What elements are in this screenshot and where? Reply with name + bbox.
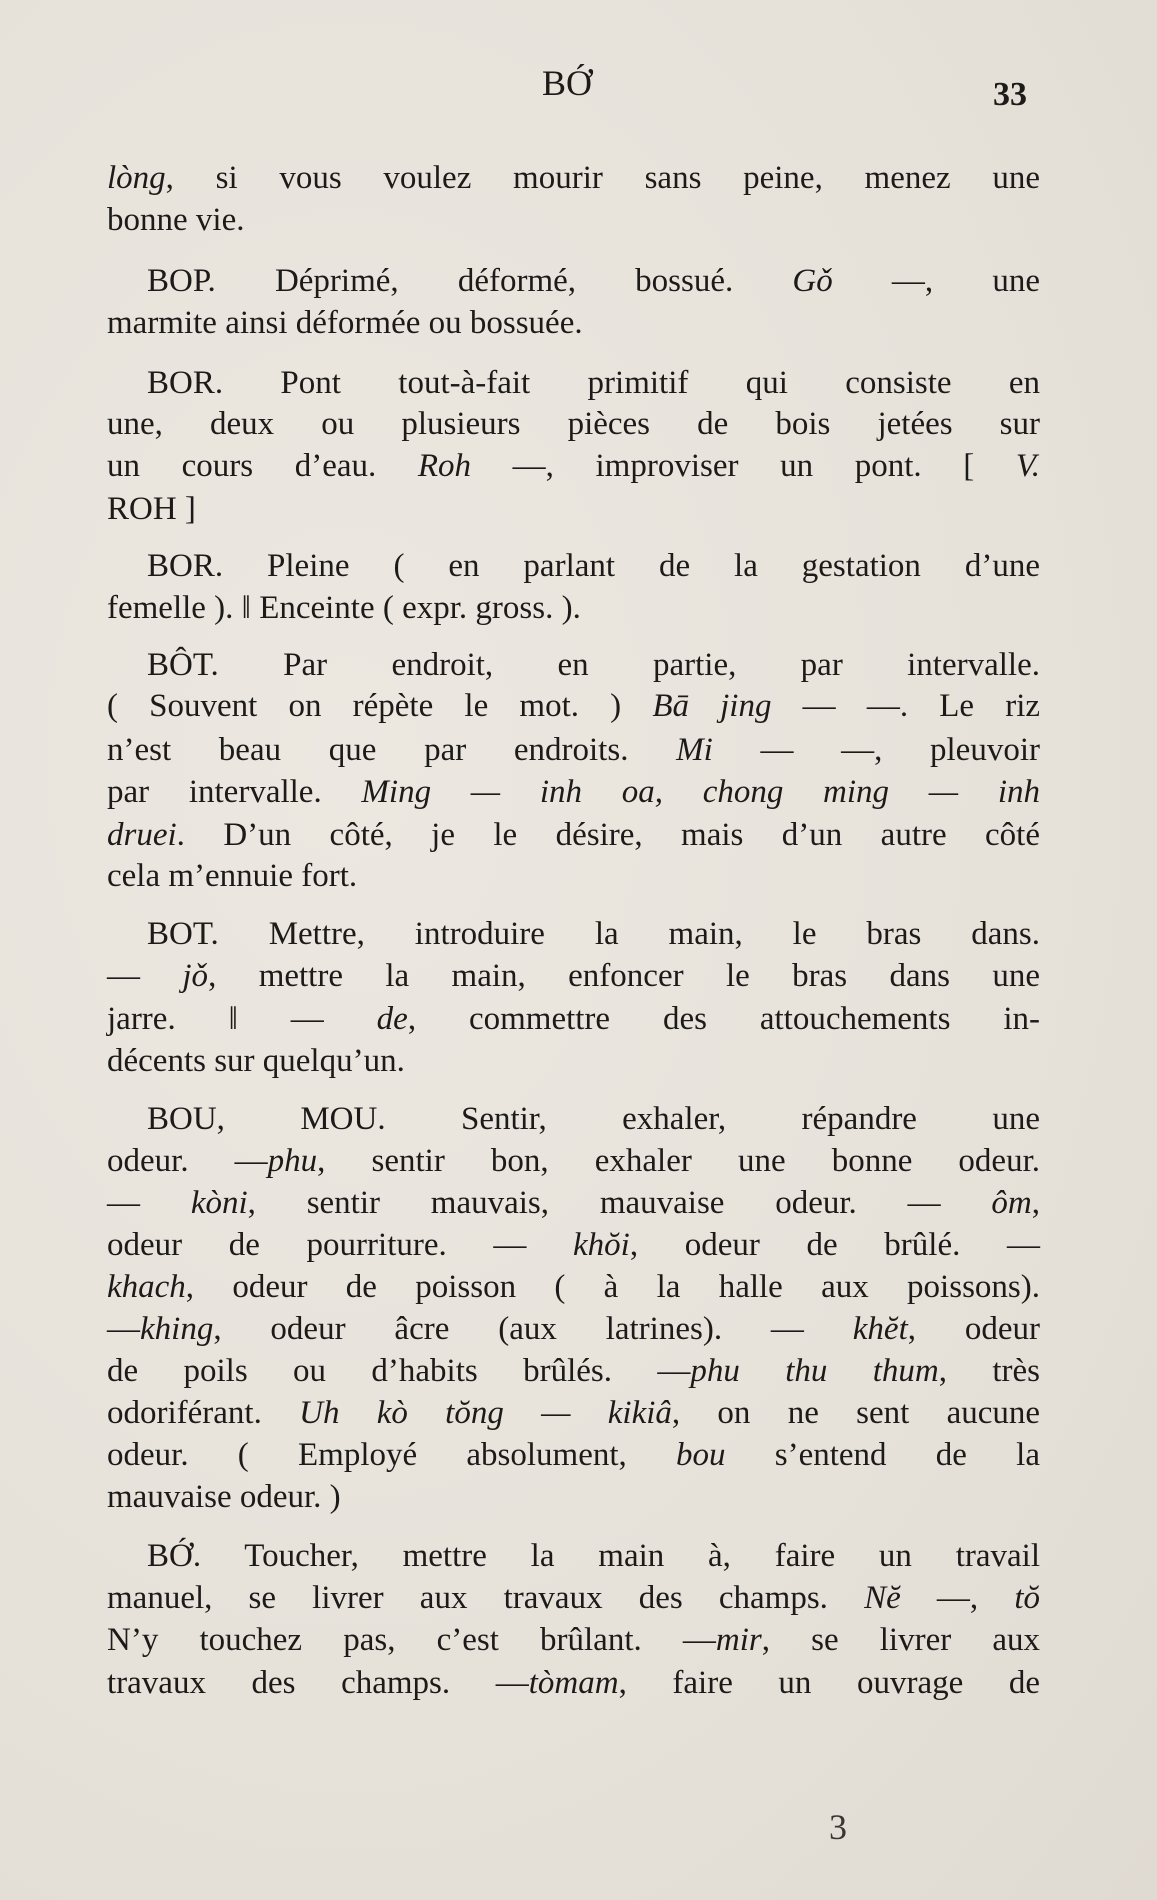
text-segment: , commettre des attouchements in- (407, 1001, 1040, 1037)
text-segment: , se livrer aux (761, 1622, 1040, 1658)
text-segment: —, une (832, 263, 1040, 299)
text-segment: , si vous voulez mourir sans peine, menez une (165, 160, 1040, 196)
text-segment: — (107, 1311, 140, 1347)
text-segment: BOT. Mettre, introduire la main, le bras dans. (147, 916, 1040, 952)
italic-term: druei (107, 817, 177, 853)
text-segment: , odeur de brûlé. — (629, 1227, 1040, 1263)
text-segment: , odeur (907, 1311, 1040, 1347)
italic-term: V. (1015, 448, 1040, 484)
text-segment: s’entend de la (725, 1437, 1040, 1473)
italic-term: bou (676, 1437, 726, 1473)
text-line (107, 729, 1040, 771)
text-segment: , odeur âcre (aux latrines). — (213, 1311, 853, 1347)
italic-term: phu (267, 1143, 318, 1179)
text-segment: — (107, 958, 183, 994)
text-segment: , faire un ouvrage de (618, 1665, 1041, 1701)
text-segment: femelle ). ‖ Enceinte ( expr. gross. ). (107, 590, 581, 626)
italic-term: de (376, 1001, 408, 1037)
text-segment: de poils ou d’habits brûlés. — (107, 1353, 691, 1389)
text-line (107, 1224, 1040, 1266)
entry-headword-line (147, 644, 1040, 686)
text-segment: ( Souvent on répète le mot. ) (107, 688, 653, 724)
text-segment: ROH ] (107, 491, 196, 527)
text-line (107, 403, 1040, 445)
italic-term: tŏ (1014, 1580, 1041, 1616)
italic-term: tòmam (528, 1665, 619, 1701)
text-segment: un cours d’eau. (107, 448, 418, 484)
italic-term: Nĕ (864, 1580, 901, 1616)
text-line (107, 1350, 1040, 1392)
text-segment: BOU, MOU. Sentir, exhaler, répandre une (147, 1101, 1040, 1137)
text-line (107, 199, 1040, 241)
italic-term: khŏi (573, 1227, 630, 1263)
text-segment: , très (938, 1353, 1040, 1389)
italic-term: kòni (190, 1185, 248, 1221)
italic-term: khach (107, 1269, 186, 1305)
text-segment: n’est beau que par endroits. (107, 732, 677, 768)
entry-headword-line (147, 1535, 1040, 1577)
text-segment: BOP. Déprimé, déformé, bossué. (147, 263, 793, 299)
italic-term: mir (715, 1622, 762, 1658)
text-line (107, 445, 1040, 487)
text-line (107, 955, 1040, 997)
italic-term: Ming — inh oa, chong ming — inh (361, 774, 1040, 810)
text-line (107, 1040, 1040, 1082)
text-line (107, 157, 1040, 199)
text-line (107, 998, 1040, 1040)
text-segment: , odeur de poisson ( à la halle aux poissons). (185, 1269, 1040, 1305)
italic-term: Roh (417, 448, 472, 484)
italic-term: phu thu thum (690, 1353, 939, 1389)
text-segment: travaux des champs. — (107, 1665, 529, 1701)
italic-term: khĕt (852, 1311, 908, 1347)
italic-term: jǒ (182, 958, 209, 994)
text-line (107, 1308, 1040, 1350)
text-line (107, 771, 1040, 813)
text-line (107, 488, 1040, 530)
text-segment: odeur de pourriture. — (107, 1227, 574, 1263)
text-segment: , (1031, 1185, 1041, 1221)
italic-term: lòng (107, 160, 166, 196)
text-line (107, 814, 1040, 856)
text-segment: BÔT. Par endroit, en partie, par intervalle. (147, 647, 1040, 683)
text-segment: BOR. Pont tout-à-fait primitif qui consiste en (147, 365, 1040, 401)
text-segment: marmite ainsi déformée ou bossuée. (107, 305, 583, 341)
text-segment: N’y touchez pas, c’est brûlant. — (107, 1622, 716, 1658)
text-segment: BỚ. Toucher, mettre la main à, faire un travail (147, 1538, 1040, 1574)
text-segment: mauvaise odeur. ) (107, 1479, 341, 1515)
text-line (107, 1182, 1040, 1224)
text-segment: , mettre la main, enfoncer le bras dans une (208, 958, 1041, 994)
text-line (107, 685, 1040, 727)
italic-term: Bā jing (652, 688, 772, 724)
text-segment: BOR. Pleine ( en parlant de la gestation d’une (147, 548, 1040, 584)
text-line (107, 1662, 1040, 1704)
text-segment: , on ne sent aucune (671, 1395, 1041, 1431)
page-number: 33 (993, 76, 1027, 113)
text-segment: odoriférant. (107, 1395, 300, 1431)
italic-term: khing (140, 1311, 214, 1347)
text-segment: odeur. — (107, 1143, 268, 1179)
text-segment: —, improviser un pont. [ (471, 448, 1016, 484)
text-line (107, 302, 1040, 344)
italic-term: Gǒ (792, 263, 833, 299)
text-line (107, 1434, 1040, 1476)
entry-headword-line (147, 362, 1040, 404)
text-segment: , sentir mauvais, mauvaise odeur. — (247, 1185, 992, 1221)
text-segment: bonne vie. (107, 202, 245, 238)
text-line (107, 1140, 1040, 1182)
entry-headword-line (147, 260, 1040, 302)
text-segment: — —, pleuvoir (712, 732, 1040, 768)
entry-headword-line (147, 545, 1040, 587)
italic-term: ôm (991, 1185, 1032, 1221)
text-segment: —, (900, 1580, 1015, 1616)
text-segment: une, deux ou plusieurs pièces de bois jetées sur (107, 406, 1040, 442)
text-segment: manuel, se livrer aux travaux des champs. (107, 1580, 865, 1616)
text-segment: . D’un côté, je le désire, mais d’un autre côté (176, 817, 1040, 853)
text-segment: , sentir bon, exhaler une bonne odeur. (317, 1143, 1040, 1179)
text-line (107, 1266, 1040, 1308)
text-line (107, 587, 1040, 629)
entry-headword-line (147, 1098, 1040, 1140)
text-line (107, 1476, 1040, 1518)
text-segment: odeur. ( Employé absolument, (107, 1437, 677, 1473)
text-line (107, 1619, 1040, 1661)
italic-term: Mi (676, 732, 713, 768)
text-line (107, 1577, 1040, 1619)
text-segment: décents sur quelqu’un. (107, 1043, 405, 1079)
text-segment: — (107, 1185, 191, 1221)
text-segment: — —. Le riz (771, 688, 1041, 724)
italic-term: Uh kò tŏng — kikiâ (299, 1395, 672, 1431)
entry-headword-line (147, 913, 1040, 955)
text-segment: par intervalle. (107, 774, 362, 810)
running-head: BỚ (541, 63, 592, 103)
text-line (107, 855, 1040, 897)
text-segment: cela m’ennuie fort. (107, 858, 358, 894)
signature-mark: 3 (829, 1807, 847, 1847)
text-line (107, 1392, 1040, 1434)
text-segment: jarre. ‖ — (107, 1001, 377, 1037)
